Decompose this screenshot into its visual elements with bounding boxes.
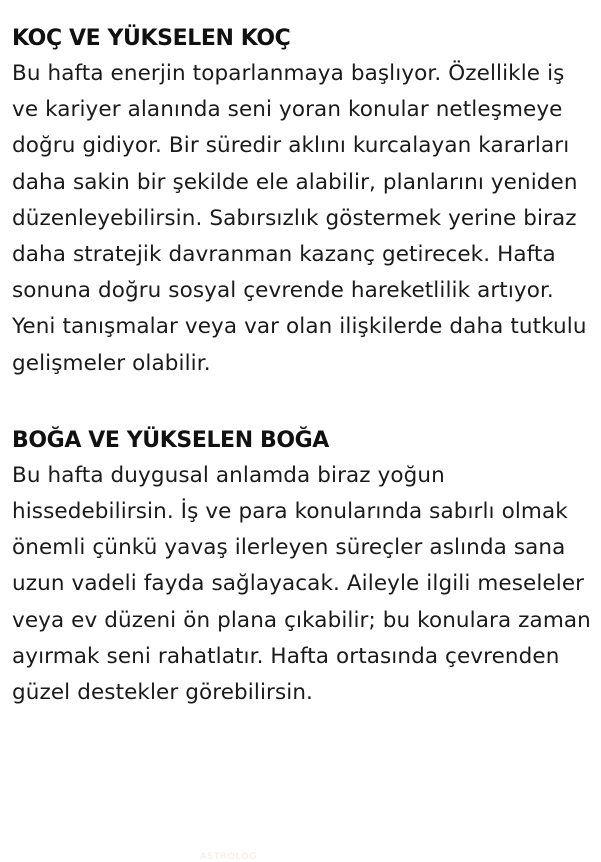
article xyxy=(12,22,597,711)
section-body-aries: Bu hafta enerjin toparlanmaya başlıyor. Özellikle iş ve kariyer alanında seni yoran konular netleşmeye doğru gidiyor. Bir süredir aklını kurcalayan kararları daha sakin bir şekilde ele alabilir, planlarını yeniden düzenleyebilirsin. Sabırsızlık göstermek yerine biraz daha stratejik davranman kazanç getirecek. Hafta sonuna doğru sosyal çevrende hareketlilik artıyor. Yeni tanışmalar veya var olan ilişkilerde daha tutkulu gelişmeler olabilir. xyxy=(12,61,587,376)
section-body-taurus: Bu hafta duygusal anlamda biraz yoğun hissedebilirsin. İş ve para konularında sabırlı olmak önemli çünkü yavaş ilerleyen süreçler aslında sana uzun vadeli fayda sağlayacak. Aileyle ilgili meseleler veya ev düzeni ön plana çıkabilir; bu konulara zaman ayırmak seni rahatlatır. Hafta ortasında çevrenden güzel destekler görebilirsin. xyxy=(12,462,591,706)
horoscope-section-aries xyxy=(12,22,597,382)
watermark: ASTROLOG xyxy=(200,852,258,862)
section-title-taurus: BOĞA VE YÜKSELEN BOĞA xyxy=(12,427,329,453)
horoscope-section-taurus xyxy=(12,424,597,711)
section-title-aries: KOÇ VE YÜKSELEN KOÇ xyxy=(12,26,291,51)
